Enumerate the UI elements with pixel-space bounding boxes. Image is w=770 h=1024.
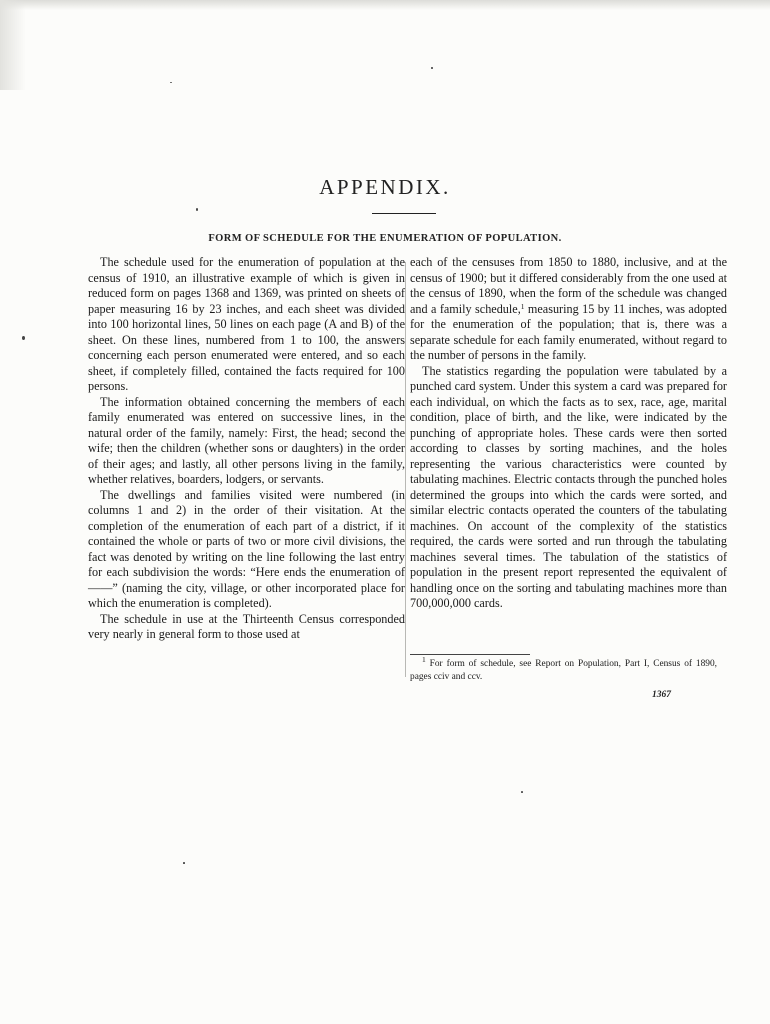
footnote-text: For form of schedule, see Report on Population, Part I, Census of 1890, pages cciv and ccv. (410, 659, 717, 682)
paragraph: The schedule in use at the Thirteenth Census corresponded very nearly in general form to those used at (88, 611, 405, 641)
scan-edge-top (0, 0, 770, 10)
paragraph: The statistics regarding the population were tabulated by a punched card system. Under this system a card was prepared for each individual, on which the facts as to sex, race, age, marital condition, place of birth, and the like, were indicated by the punching of appropriate holes. These cards were then sorted according to classes by sorting machines, and the holes representing the various characteristics were counted by tabulating machines. Electric contacts through the punched holes determined the groups into which the cards were sorted, and similar electric contacts operated the counters of the tabulating machines. On account of the complexity of the statistics required, the cards were sorted and run through the tabulating machines several times. The tabulation of the statistics of population in the present report represented the equivalent of handling once on the sorting and tabulating machines more than 700,000,000 cards. (410, 363, 727, 610)
scan-speck (183, 862, 185, 864)
footnote-marker: 1 (422, 655, 426, 664)
paragraph: The dwellings and families visited were numbered (in columns 1 and 2) in the order of their visitation. At the completion of the enumeration of each part of a district, if it contained the whole or parts of two or more civil divisions, the fact was denoted by writing on the line following the last entry for each subdivision the words: “Here ends the enumeration of ——” (naming the city, village, or other incorporated place for which the enumeration is completed). (88, 487, 405, 610)
paragraph-text: each of the censuses from 1850 to 1880, inclusive, and at the census of 1900; but it differed considerably from the one used at the census of 1890, when the form of the schedule was changed and a family schedule, (410, 255, 727, 316)
footnote-rule (410, 654, 530, 655)
footnote-reference: 1 (520, 301, 525, 311)
scan-speck (521, 791, 523, 793)
scan-edge-left (0, 0, 26, 90)
scan-speck (431, 67, 433, 69)
column-divider (405, 262, 406, 677)
left-column (88, 255, 405, 643)
scan-speck (22, 336, 25, 340)
scan-speck (196, 208, 198, 211)
title-rule (372, 213, 436, 214)
scan-speck (170, 82, 172, 83)
page-number: 1367 (652, 690, 671, 700)
paragraph-continuation (410, 255, 727, 364)
page-title: APPENDIX. (319, 175, 451, 199)
paragraph-text: measuring 15 by 11 inches, was adopted for the enumeration of the population; that is, there was a separate schedule for each family enumerated, without regard to the number of persons in the family. (410, 301, 727, 362)
right-column (410, 255, 727, 612)
paragraph: The schedule used for the enumeration of population at the census of 1910, an illustrative example of which is given in reduced form on pages 1368 and 1369, was printed on sheets of paper measuring 16 by 23 inches, and each sheet was divided into 100 horizontal lines, 50 lines on each page (A and B) of the sheet. On these lines, numbered from 1 to 100, the answers concerning each person enumerated were entered, and so each sheet, if completely filled, contained the facts required for 100 persons. (88, 255, 405, 393)
section-heading: FORM OF SCHEDULE FOR THE ENUMERATION OF POPULATION. (208, 233, 562, 244)
paragraph: The information obtained concerning the members of each family enumerated was entered on successive lines, in the natural order of the family, namely: First, the head; second the wife; then the children (whether sons or daughters) in the order of their ages; and lastly, all other persons living in the family, whether relatives, boarders, lodgers, or servants. (88, 394, 405, 486)
footnote (410, 655, 717, 683)
